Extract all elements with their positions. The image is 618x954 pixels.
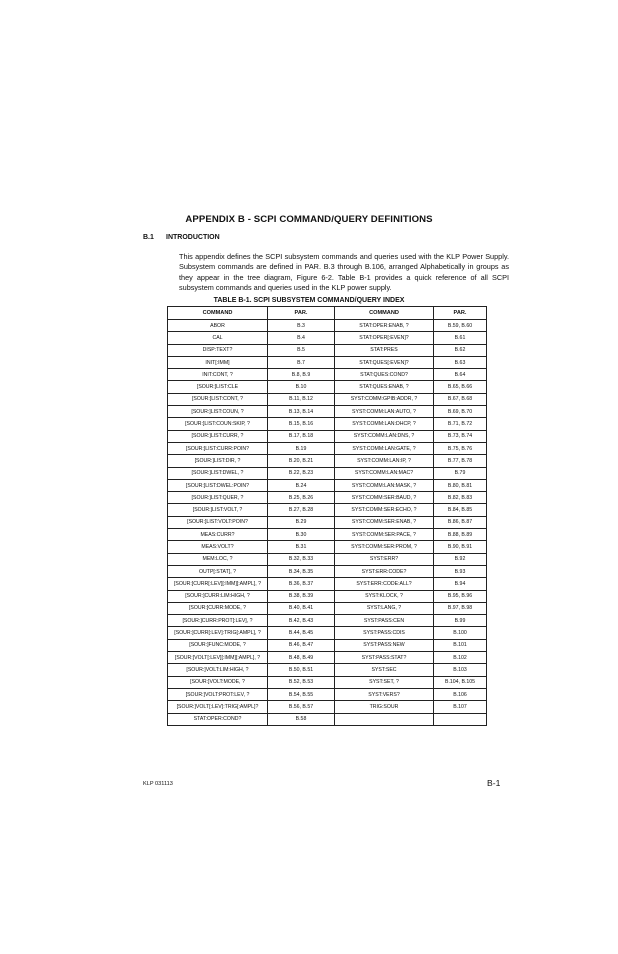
command-cell: STAT:OPER:COND? [168,713,268,725]
command-cell: MEM:LOC, ? [168,553,268,565]
par-cell: B.62 [434,344,487,356]
par-cell: B.52, B.53 [268,676,335,688]
par-cell: B.93 [434,565,487,577]
par-cell: B.13, B.14 [268,406,335,418]
command-cell: STAT:PRES [335,344,434,356]
par-cell: B.58 [268,713,335,725]
par-cell: B.84, B.85 [434,504,487,516]
table-row [168,320,487,332]
par-cell: B.38, B.39 [268,590,335,602]
table-row [168,701,487,713]
command-cell: [SOUR:]LIST:VOLT:POIN? [168,516,268,528]
par-cell: B.86, B.87 [434,516,487,528]
table-row [168,356,487,368]
par-cell: B.64 [434,369,487,381]
par-cell: B.63 [434,356,487,368]
table-row [168,504,487,516]
par-cell: B.80, B.81 [434,479,487,491]
command-index-table [167,306,487,726]
command-cell: SYST:COMM:LAN:MAC? [335,467,434,479]
command-cell: SYST:ERR:CODE:ALL? [335,578,434,590]
par-cell: B.48, B.49 [268,652,335,664]
par-cell: B.10 [268,381,335,393]
command-cell: OUTP[:STAT], ? [168,565,268,577]
table-row [168,381,487,393]
table-title: TABLE B-1. SCPI SUBSYSTEM COMMAND/QUERY INDEX [213,297,405,304]
par-cell: B.69, B.70 [434,406,487,418]
table-header-row [168,307,487,320]
table-row [168,369,487,381]
command-cell [335,713,434,725]
command-cell: SYST:VERS? [335,688,434,700]
command-cell: [SOUR:]LIST:DWEL:POIN? [168,479,268,491]
command-cell: [SOUR:]LIST:DWEL, ? [168,467,268,479]
table-row [168,553,487,565]
table-row [168,713,487,725]
par-cell: B.15, B.16 [268,418,335,430]
command-cell: SYST:ERR? [335,553,434,565]
par-cell: B.101 [434,639,487,651]
table-row [168,615,487,627]
table-row [168,455,487,467]
table-row [168,652,487,664]
footer-page-number: B-1 [487,778,501,788]
command-cell: SYST:COMM:LAN:GATE, ? [335,442,434,454]
par-cell: B.31 [268,541,335,553]
par-cell: B.20, B.21 [268,455,335,467]
footer-doc-id: KLP 031113 [143,781,173,787]
par-cell: B.56, B.57 [268,701,335,713]
header-command-1: COMMAND [168,307,268,320]
par-cell: B.5 [268,344,335,356]
command-cell: SYST:COMM:SER:ENAB, ? [335,516,434,528]
par-cell: B.71, B.72 [434,418,487,430]
par-cell: B.94 [434,578,487,590]
table-row [168,516,487,528]
command-cell: [SOUR:]CURR:LIM:HIGH, ? [168,590,268,602]
par-cell: B.97, B.98 [434,602,487,614]
header-par-1: PAR. [268,307,335,320]
command-cell: SYST:KLOCK, ? [335,590,434,602]
command-cell: [SOUR:]LIST:CLE [168,381,268,393]
command-cell: SYST:COMM:LAN:MASK, ? [335,479,434,491]
command-cell: SYST:COMM:LAN:IP, ? [335,455,434,467]
command-cell: [SOUR:]CURR:MODE, ? [168,602,268,614]
header-par-2: PAR. [434,307,487,320]
command-cell: MEAS:VOLT? [168,541,268,553]
command-cell: STAT:OPER:ENAB, ? [335,320,434,332]
par-cell: B.77, B.78 [434,455,487,467]
par-cell: B.100 [434,627,487,639]
par-cell: B.19 [268,442,335,454]
command-cell: SYST:COMM:GPIB:ADDR, ? [335,393,434,405]
command-cell: SYST:COMM:SER:ECHO, ? [335,504,434,516]
par-cell: B.27, B.28 [268,504,335,516]
par-cell: B.61 [434,332,487,344]
par-cell: B.82, B.83 [434,492,487,504]
command-cell: TRIG:SOUR [335,701,434,713]
par-cell: B.104, B.105 [434,676,487,688]
par-cell: B.79 [434,467,487,479]
command-cell: [SOUR:]LIST:COUN, ? [168,406,268,418]
command-cell: [SOUR:]CURR:PROT[:LEV], ? [168,615,268,627]
par-cell: B.75, B.76 [434,442,487,454]
command-cell: STAT:QUES:COND? [335,369,434,381]
command-cell: [SOUR:]CURR[:LEV]:TRIG[:AMPL], ? [168,627,268,639]
par-cell: B.36, B.37 [268,578,335,590]
table-row [168,639,487,651]
command-cell: [SOUR:]LIST:QUER, ? [168,492,268,504]
command-cell: INIT[:IMM] [168,356,268,368]
table-row [168,332,487,344]
section-number: B.1 [143,234,154,241]
command-cell: SYST:COMM:LAN:DNS, ? [335,430,434,442]
table-row [168,492,487,504]
command-cell: [SOUR:]LIST:CONT, ? [168,393,268,405]
par-cell: B.8, B.9 [268,369,335,381]
command-cell: SYST:COMM:SER:BAUD, ? [335,492,434,504]
command-cell: DISP:TEXT? [168,344,268,356]
command-cell: [SOUR:]VOLT:LIM:HIGH, ? [168,664,268,676]
command-cell: [SOUR:]VOLT[:LEV]:TRIG[:AMPL]? [168,701,268,713]
par-cell: B.44, B.45 [268,627,335,639]
table-row [168,467,487,479]
table-row [168,344,487,356]
command-cell: STAT:QUES:ENAB, ? [335,381,434,393]
table-row [168,393,487,405]
par-cell: B.54, B.55 [268,688,335,700]
table-row [168,442,487,454]
command-cell: SYST:SET, ? [335,676,434,688]
par-cell: B.22, B.23 [268,467,335,479]
par-cell [434,713,487,725]
par-cell: B.17, B.18 [268,430,335,442]
par-cell: B.3 [268,320,335,332]
command-cell: SYST:SEC [335,664,434,676]
par-cell: B.4 [268,332,335,344]
table-row [168,602,487,614]
command-cell: SYST:PASS:CDIS [335,627,434,639]
table-row [168,541,487,553]
command-cell: [SOUR:]LIST:COUN:SKIP, ? [168,418,268,430]
command-cell: SYST:ERR:CODE? [335,565,434,577]
par-cell: B.50, B.51 [268,664,335,676]
command-cell: STAT:QUES[:EVEN]? [335,356,434,368]
par-cell: B.59, B.60 [434,320,487,332]
command-cell: [SOUR:]CURR[:LEV][:IMM][:AMPL], ? [168,578,268,590]
command-cell: [SOUR:]VOLT:PROT:LEV, ? [168,688,268,700]
table-row [168,664,487,676]
command-cell: [SOUR:]VOLT:MODE, ? [168,676,268,688]
par-cell: B.34, B.35 [268,565,335,577]
par-cell: B.95, B.96 [434,590,487,602]
command-cell: MEAS:CURR? [168,529,268,541]
par-cell: B.73, B.74 [434,430,487,442]
par-cell: B.29 [268,516,335,528]
par-cell: B.11, B.12 [268,393,335,405]
par-cell: B.24 [268,479,335,491]
par-cell: B.92 [434,553,487,565]
par-cell: B.103 [434,664,487,676]
table-row [168,578,487,590]
par-cell: B.42, B.43 [268,615,335,627]
command-cell: [SOUR:]VOLT[:LEV][:IMM][:AMPL], ? [168,652,268,664]
table-row [168,565,487,577]
par-cell: B.88, B.89 [434,529,487,541]
command-cell: [SOUR:]LIST:VOLT, ? [168,504,268,516]
command-cell: SYST:PASS:CEN [335,615,434,627]
command-cell: INIT:CONT, ? [168,369,268,381]
table-row [168,529,487,541]
par-cell: B.7 [268,356,335,368]
command-cell: [SOUR:]FUNC:MODE, ? [168,639,268,651]
table-row [168,406,487,418]
par-cell: B.90, B.91 [434,541,487,553]
command-cell: [SOUR:]LIST:CURR:POIN? [168,442,268,454]
section-title: INTRODUCTION [166,234,220,241]
par-cell: B.30 [268,529,335,541]
command-cell: SYST:PASS:NEW [335,639,434,651]
par-cell: B.106 [434,688,487,700]
par-cell: B.40, B.41 [268,602,335,614]
header-command-2: COMMAND [335,307,434,320]
command-cell: SYST:COMM:SER:PACE, ? [335,529,434,541]
par-cell: B.102 [434,652,487,664]
intro-paragraph: This appendix defines the SCPI subsystem commands and queries used with the KLP Power Supply. Subsystem commands are defined in PAR. B.3 through B.106, arranged Alphabetically in groups as they appear in the tree diagram, Figure 6-2. Table B-1 provides a quick reference of all SCPI subsystem commands and queries used in the KLP power supply. [179,252,509,293]
table-row [168,676,487,688]
command-cell: SYST:COMM:LAN:AUTO, ? [335,406,434,418]
command-cell: ABOR [168,320,268,332]
command-cell: SYST:COMM:LAN:DHCP, ? [335,418,434,430]
par-cell: B.107 [434,701,487,713]
table-row [168,688,487,700]
command-cell: STAT:OPER[:EVEN]? [335,332,434,344]
command-cell: SYST:LANG, ? [335,602,434,614]
par-cell: B.67, B.68 [434,393,487,405]
command-cell: SYST:COMM:SER:PROM, ? [335,541,434,553]
table-row [168,418,487,430]
command-cell: [SOUR:]LIST:CURR, ? [168,430,268,442]
command-cell: [SOUR:]LIST:DIR, ? [168,455,268,467]
table-row [168,627,487,639]
command-cell: SYST:PASS:STAT? [335,652,434,664]
table-row [168,479,487,491]
table-row [168,430,487,442]
command-cell: CAL [168,332,268,344]
table-row [168,590,487,602]
page-title: APPENDIX B - SCPI COMMAND/QUERY DEFINITIONS [185,214,433,225]
par-cell: B.25, B.26 [268,492,335,504]
par-cell: B.32, B.33 [268,553,335,565]
par-cell: B.65, B.66 [434,381,487,393]
par-cell: B.99 [434,615,487,627]
par-cell: B.46, B.47 [268,639,335,651]
